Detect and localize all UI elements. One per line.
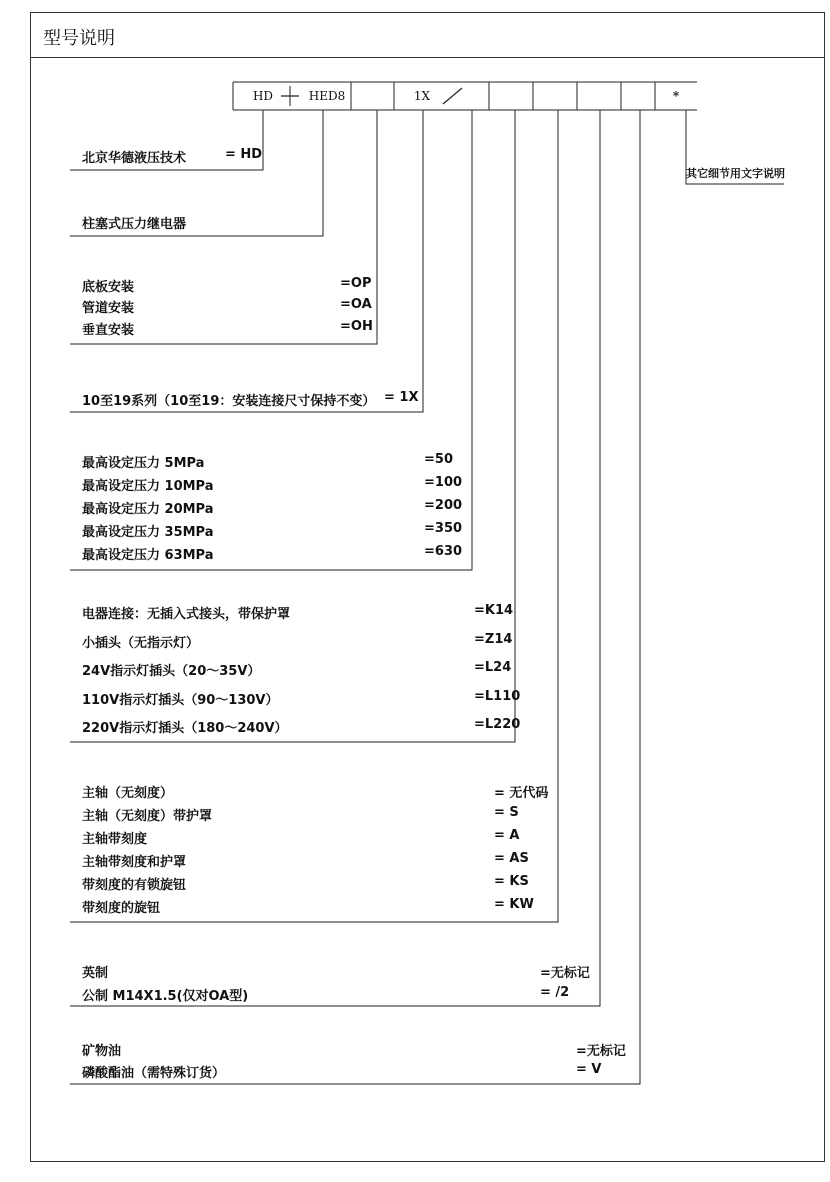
code-cell-series: 1X [413,89,431,103]
option-code: = HD [225,147,263,162]
option-label: 主轴（无刻度） [82,786,174,801]
option-code: = V [576,1062,602,1077]
option-label: 带刻度的旋钮 [82,901,161,916]
option-label: 最高设定压力 63MPa [82,548,214,563]
option-code: = KS [494,874,529,889]
option-code: =L110 [474,689,521,704]
code-cell-hd: HD [252,89,274,103]
option-label: 北京华德液压技术 [82,151,187,166]
option-code: = AS [494,851,529,866]
option-label: 主轴带刻度 [82,832,148,847]
option-label: 公制 M14X1.5(仅对OA型) [82,989,249,1004]
code-cell-thread [577,82,621,110]
option-code: =无标记 [576,1044,626,1059]
option-code: = KW [494,897,534,912]
option-label: 电器连接：无插入式接头，带保护罩 [82,607,291,622]
option-code: = S [494,805,519,820]
option-code: =OA [340,297,372,312]
option-label: 磷酸酯油（需特殊订货） [82,1066,226,1081]
option-label: 最高设定压力 35MPa [82,525,214,540]
option-label: 最高设定压力 20MPa [82,502,214,517]
option-label: 矿物油 [82,1044,122,1059]
option-code: =K14 [474,603,514,618]
code-cell-spindle [533,82,577,110]
option-code: =L220 [474,717,521,732]
option-label: 管道安装 [82,301,135,316]
option-label: 220V指示灯插头（180～240V） [82,721,288,736]
option-code: =200 [424,498,463,513]
option-label: 底板安装 [82,280,135,295]
option-code: =50 [424,452,453,467]
option-code: =Z14 [474,632,513,647]
code-cell-connector [489,82,533,110]
code-cell-asterisk: * [672,89,680,103]
option-code: =630 [424,544,463,559]
option-label: 柱塞式压力继电器 [82,217,187,232]
option-code: = A [494,828,520,843]
code-cell-fluid [621,82,655,110]
code-cell-hed8: HED8 [308,89,346,103]
note-other-details: 其它细节用文字说明 [686,167,785,180]
option-label: 24V指示灯插头（20～35V） [82,664,261,679]
option-label: 主轴带刻度和护罩 [82,855,187,870]
option-label: 英制 [82,966,109,981]
option-label: 带刻度的有锁旋钮 [82,878,187,893]
option-code: = /2 [540,985,570,1000]
option-label: 最高设定压力 10MPa [82,479,214,494]
option-code: =L24 [474,660,512,675]
option-label: 主轴（无刻度）带护罩 [82,809,213,824]
code-cell-mounting [351,82,394,110]
option-code: = 无代码 [494,786,549,801]
option-label: 小插头（无指示灯） [82,636,200,651]
option-code: = 1X [384,390,419,405]
option-code: =无标记 [540,966,590,981]
option-label: 最高设定压力 5MPa [82,456,205,471]
option-label: 垂直安装 [82,323,135,338]
option-code: =100 [424,475,463,490]
option-code: =OH [340,319,373,334]
option-code: =350 [424,521,463,536]
option-label: 10至19系列（10至19：安装连接尺寸保持不变） [82,394,376,409]
option-label: 110V指示灯插头（90～130V） [82,693,279,708]
option-code: =OP [340,276,372,291]
page-title: 型号说明 [43,28,115,49]
